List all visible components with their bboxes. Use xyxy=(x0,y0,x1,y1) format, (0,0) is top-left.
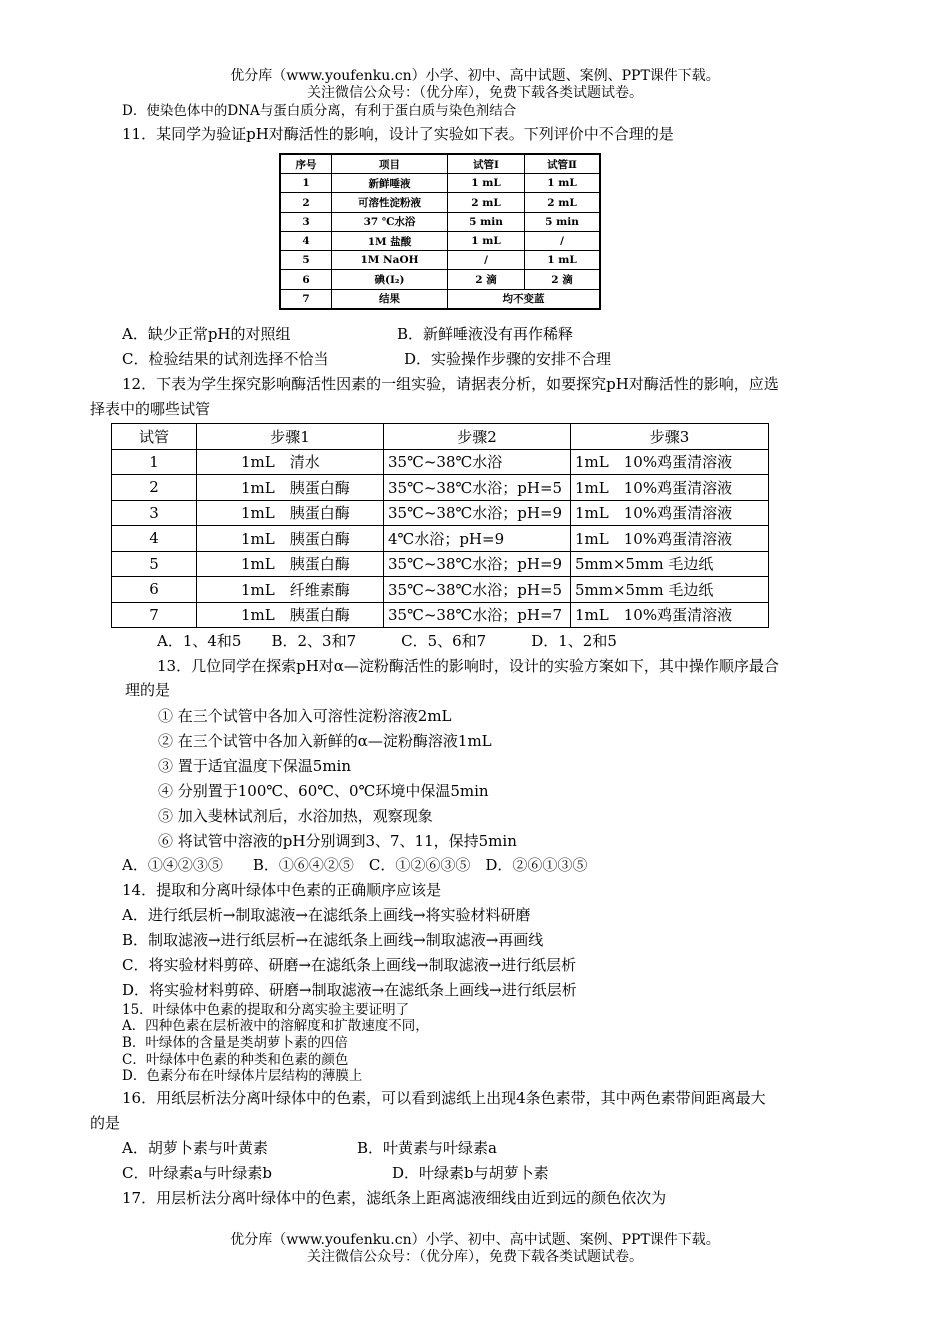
table-cell: 5 xyxy=(112,551,197,577)
table-row xyxy=(280,251,600,270)
q12-options: A．1、4和5 B．2、3和7 C．5、6和7 D．1、2和5 xyxy=(157,632,617,650)
table-cell: 1mL 10%鸡蛋清溶液 xyxy=(571,475,769,501)
table-cell: 1 mL xyxy=(448,174,525,193)
table-cell: 2 mL xyxy=(525,193,601,212)
q13-stem-line-1: 13．几位同学在探索pH对α—淀粉酶活性的影响时，设计的实验方案如下，其中操作顺序最合 xyxy=(157,657,779,675)
q13-step: ③ 置于适宜温度下保温5min xyxy=(158,757,351,775)
q13-step: ⑥ 将试管中溶液的pH分别调到3、7、11，保持5min xyxy=(158,832,517,850)
q13-step: ① 在三个试管中各加入可溶性淀粉溶液2mL xyxy=(158,707,452,725)
q16-option-c: C．叶绿素a与叶绿素b xyxy=(122,1164,273,1182)
table-cell: 1M 盐酸 xyxy=(332,231,448,250)
table-row xyxy=(112,500,769,526)
table-cell: 3 xyxy=(280,212,332,231)
table-header-cell: 步骤2 xyxy=(384,424,571,450)
table-cell: 6 xyxy=(280,270,332,289)
table-cell: 35℃~38℃水浴 xyxy=(384,449,571,475)
table-cell: 1 xyxy=(112,449,197,475)
table-cell: 5mm×5mm 毛边纸 xyxy=(571,577,769,603)
table-row xyxy=(112,551,769,577)
table-row xyxy=(280,212,600,231)
table-cell: 1mL 10%鸡蛋清溶液 xyxy=(571,526,769,552)
table-cell: 1mL 胰蛋白酶 xyxy=(197,526,384,552)
q13-step: ④ 分别置于100℃、60℃、0℃环境中保温5min xyxy=(158,782,489,800)
q13-step: ② 在三个试管中各加入新鲜的α—淀粉酶溶液1mL xyxy=(158,732,492,750)
table-cell: 2 滴 xyxy=(448,270,525,289)
q11-table xyxy=(279,153,601,310)
table-cell: 6 xyxy=(112,577,197,603)
q16-option-a: A．胡萝卜素与叶黄素 xyxy=(122,1139,268,1157)
table-header-row xyxy=(280,154,600,174)
table-cell: 1mL 10%鸡蛋清溶液 xyxy=(571,500,769,526)
footer-line-1: 优分库（www.youfenku.cn）小学、初中、高中试题、案例、PPT课件下载。 xyxy=(230,1232,720,1248)
table-cell: 2 滴 xyxy=(525,270,601,289)
q15-option-c: C．叶绿体中色素的种类和色素的颜色 xyxy=(122,1052,349,1068)
table-cell: 1mL 胰蛋白酶 xyxy=(197,475,384,501)
table-cell: 4 xyxy=(112,526,197,552)
table-row xyxy=(112,526,769,552)
table-cell: 5 min xyxy=(448,212,525,231)
q16-option-b: B．叶黄素与叶绿素a xyxy=(357,1139,497,1157)
table-cell: 7 xyxy=(112,602,197,628)
table-cell: 1 xyxy=(280,174,332,193)
table-cell: 1mL 10%鸡蛋清溶液 xyxy=(571,449,769,475)
q17-stem: 17．用层析法分离叶绿体中的色素，滤纸条上距离滤液细线由近到远的颜色依次为 xyxy=(122,1189,667,1207)
table-row xyxy=(280,270,600,289)
table-cell: 2 xyxy=(112,475,197,501)
table-header-cell: 试管 xyxy=(112,424,197,450)
table-row xyxy=(112,475,769,501)
table-header-cell: 序号 xyxy=(280,154,332,174)
table-cell: 5mm×5mm 毛边纸 xyxy=(571,551,769,577)
table-cell: 1mL 10%鸡蛋清溶液 xyxy=(571,602,769,628)
q13-step: ⑤ 加入斐林试剂后，水浴加热，观察现象 xyxy=(158,807,433,825)
header-line-2: 关注微信公众号：（优分库），免费下载各类试题试卷。 xyxy=(307,85,643,101)
q14-option-a: A．进行纸层析→制取滤液→在滤纸条上画线→将实验材料研磨 xyxy=(122,906,531,924)
table-cell: 7 xyxy=(280,289,332,309)
q12-stem-line-2: 择表中的哪些试管 xyxy=(90,400,211,418)
q14-option-b: B．制取滤液→进行纸层析→在滤纸条上画线→制取滤液→再画线 xyxy=(122,931,544,949)
table-cell: 1M NaOH xyxy=(332,251,448,270)
table-cell: 1 mL xyxy=(525,251,601,270)
table-cell: 1 mL xyxy=(448,231,525,250)
q14-option-c: C．将实验材料剪碎、研磨→在滤纸条上画线→制取滤液→进行纸层析 xyxy=(122,956,577,974)
q16-option-d: D．叶绿素b与胡萝卜素 xyxy=(392,1164,549,1182)
table-cell: 37 ℃水浴 xyxy=(332,212,448,231)
q15-option-b: B．叶绿体的含量是类胡萝卜素的四倍 xyxy=(122,1035,348,1051)
table-cell: 35℃~38℃水浴；pH=9 xyxy=(384,551,571,577)
q13-options: A．①④②③⑤ B．①⑥④②⑤ C．①②⑥③⑤ D．②⑥①③⑤ xyxy=(122,856,588,874)
table-header-row xyxy=(112,424,769,450)
table-cell: 4℃水浴；pH=9 xyxy=(384,526,571,552)
table-cell: 5 min xyxy=(525,212,601,231)
table-cell: 4 xyxy=(280,231,332,250)
q13-stem-line-2: 理的是 xyxy=(125,681,171,699)
table-cell: 碘(I₂) xyxy=(332,270,448,289)
footer-line-2: 关注微信公众号：（优分库），免费下载各类试题试卷。 xyxy=(307,1249,643,1265)
table-header-cell: 试管Ⅱ xyxy=(525,154,601,174)
table-row xyxy=(112,577,769,603)
table-cell: 新鲜唾液 xyxy=(332,174,448,193)
table-cell: 5 xyxy=(280,251,332,270)
table-cell: 可溶性淀粉液 xyxy=(332,193,448,212)
table-cell: / xyxy=(525,231,601,250)
q12-table xyxy=(111,423,769,628)
q11-option-d: D．实验操作步骤的安排不合理 xyxy=(404,350,612,368)
table-cell: 35℃~38℃水浴；pH=5 xyxy=(384,577,571,603)
table-row xyxy=(112,449,769,475)
table-cell: 35℃~38℃水浴；pH=5 xyxy=(384,475,571,501)
table-cell: 35℃~38℃水浴；pH=7 xyxy=(384,602,571,628)
q15-option-d: D．色素分布在叶绿体片层结构的薄膜上 xyxy=(122,1068,363,1084)
table-row xyxy=(280,174,600,193)
table-cell: 结果 xyxy=(332,289,448,309)
table-cell: 1 mL xyxy=(525,174,601,193)
table-cell: 3 xyxy=(112,500,197,526)
table-cell: 1mL 纤维素酶 xyxy=(197,577,384,603)
q11-option-c: C．检验结果的试剂选择不恰当 xyxy=(122,350,329,368)
table-header-cell: 步骤1 xyxy=(197,424,384,450)
q11-stem: 11．某同学为验证pH对酶活性的影响，设计了实验如下表。下列评价中不合理的是 xyxy=(122,125,674,143)
q14-stem: 14．提取和分离叶绿体中色素的正确顺序应该是 xyxy=(122,881,442,899)
q15-stem: 15．叶绿体中色素的提取和分离实验主要证明了 xyxy=(122,1002,410,1018)
table-cell: 1mL 胰蛋白酶 xyxy=(197,551,384,577)
table-cell: 35℃~38℃水浴；pH=9 xyxy=(384,500,571,526)
q11-option-b: B．新鲜唾液没有再作稀释 xyxy=(397,325,574,343)
table-row xyxy=(112,602,769,628)
table-cell: 2 xyxy=(280,193,332,212)
table-cell: / xyxy=(448,251,525,270)
q11-option-a: A．缺少正常pH的对照组 xyxy=(122,325,291,343)
table-cell: 均不变蓝 xyxy=(448,289,601,309)
q14-option-d: D．将实验材料剪碎、研磨→制取滤液→在滤纸条上画线→进行纸层析 xyxy=(122,981,577,999)
q16-stem-line-2: 的是 xyxy=(90,1114,121,1132)
table-row xyxy=(280,289,600,309)
table-cell: 1mL 胰蛋白酶 xyxy=(197,602,384,628)
table-header-cell: 项目 xyxy=(332,154,448,174)
q10-option-d: D．使染色体中的DNA与蛋白质分离，有利于蛋白质与染色剂结合 xyxy=(122,103,517,119)
header-line-1: 优分库（www.youfenku.cn）小学、初中、高中试题、案例、PPT课件下载。 xyxy=(230,68,720,84)
table-header-cell: 试管Ⅰ xyxy=(448,154,525,174)
table-cell: 1mL 清水 xyxy=(197,449,384,475)
table-header-cell: 步骤3 xyxy=(571,424,769,450)
q16-stem-line-1: 16．用纸层析法分离叶绿体中的色素，可以看到滤纸上出现4条色素带，其中两色素带间距离最大 xyxy=(122,1089,766,1107)
q15-option-a: A．四种色素在层析液中的溶解度和扩散速度不同， xyxy=(122,1018,429,1034)
table-cell: 1mL 胰蛋白酶 xyxy=(197,500,384,526)
table-row xyxy=(280,193,600,212)
table-cell: 2 mL xyxy=(448,193,525,212)
table-row xyxy=(280,231,600,250)
q12-stem-line-1: 12．下表为学生探究影响酶活性因素的一组实验，请据表分析，如要探究pH对酶活性的影响，应选 xyxy=(122,375,779,393)
